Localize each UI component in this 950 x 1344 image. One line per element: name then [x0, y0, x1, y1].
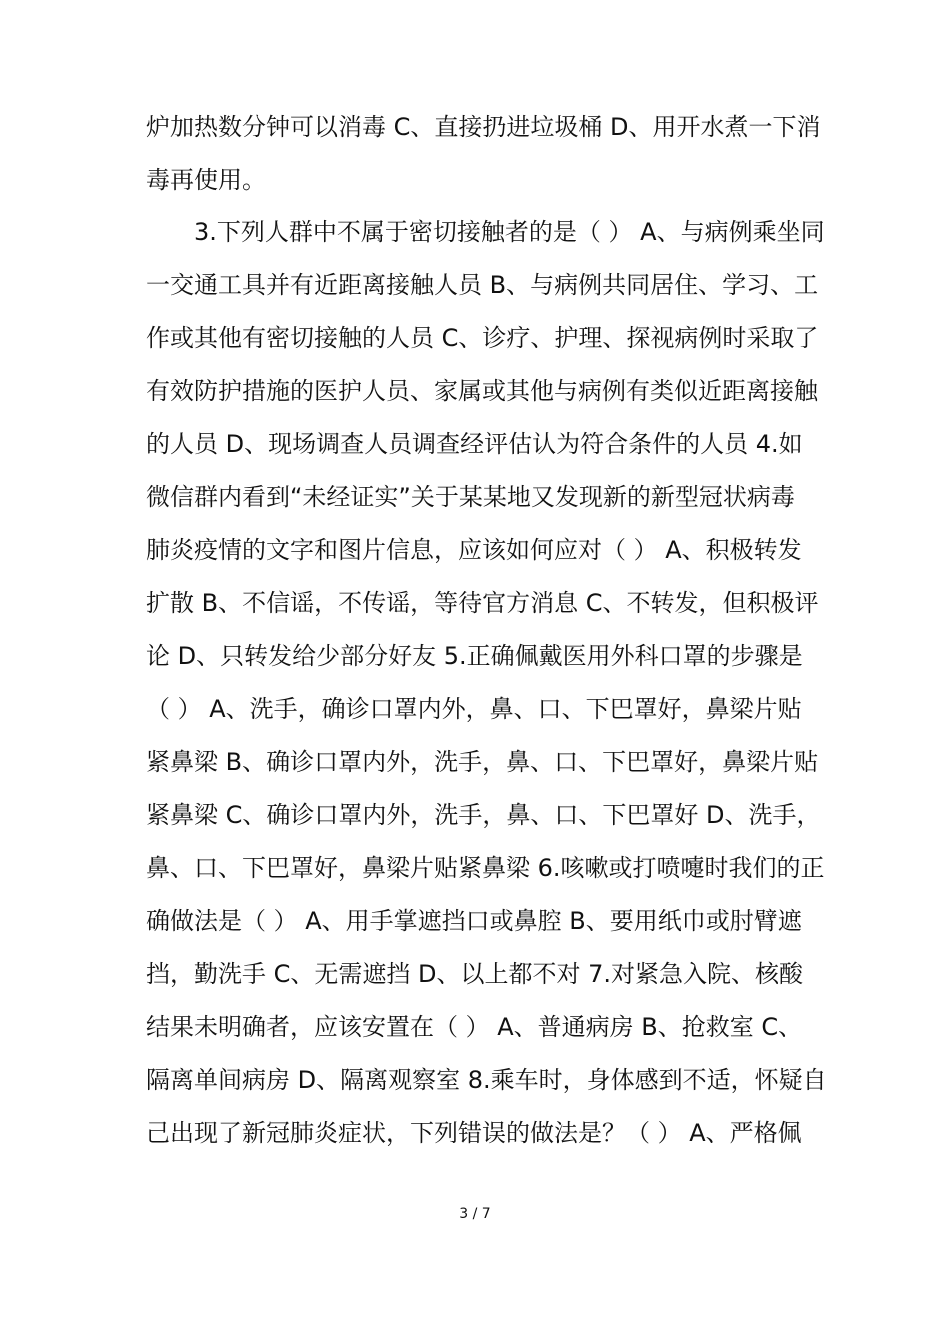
text-line-16: 确做法是（ ） A、用手掌遮挡口或鼻腔 B、要用纸巾或肘臂遮 [146, 907, 802, 935]
text-line-1: 炉加热数分钟可以消毒 C、直接扔进垃圾桶 D、用开水煮一下消 [146, 113, 821, 141]
text-line-18: 结果未明确者，应该安置在（ ） A、普通病房 B、抢救室 C、 [146, 1013, 803, 1041]
text-line-4: 一交通工具并有近距离接触人员 B、与病例共同居住、学习、工 [146, 271, 819, 299]
text-line-9: 肺炎疫情的文字和图片信息，应该如何应对（ ） A、积极转发 [146, 536, 802, 564]
text-line-12: （ ） A、洗手，确诊口罩内外，鼻、口、下巴罩好，鼻梁片贴 [146, 695, 802, 723]
text-line-3: 3.下列人群中不属于密切接触者的是（ ） A、与病例乘坐同 [194, 218, 825, 246]
text-line-8: 微信群内看到“未经证实”关于某某地又发现新的新型冠状病毒 [146, 483, 795, 511]
text-line-6: 有效防护措施的医护人员、家属或其他与病例有类似近距离接触 [146, 377, 818, 405]
text-line-17: 挡，勤洗手 C、无需遮挡 D、以上都不对 7.对紧急入院、核酸 [146, 960, 804, 988]
text-line-13: 紧鼻梁 B、确诊口罩内外，洗手，鼻、口、下巴罩好，鼻梁片贴 [146, 748, 819, 776]
text-line-10: 扩散 B、不信谣，不传谣，等待官方消息 C、不转发，但积极评 [146, 589, 819, 617]
text-line-14: 紧鼻梁 C、确诊口罩内外，洗手，鼻、口、下巴罩好 D、洗手， [146, 801, 821, 829]
text-line-5: 作或其他有密切接触的人员 C、诊疗、护理、探视病例时采取了 [146, 324, 819, 352]
page-number: 3 / 7 [459, 1206, 491, 1222]
text-line-20: 己出现了新冠肺炎症状，下列错误的做法是？（ ） A、严格佩 [146, 1119, 802, 1147]
text-line-2: 毒再使用。 [146, 166, 266, 194]
text-line-15: 鼻、口、下巴罩好，鼻梁片贴紧鼻梁 6.咳嗽或打喷嚏时我们的正 [146, 854, 825, 882]
text-line-7: 的人员 D、现场调查人员调查经评估认为符合条件的人员 4.如 [146, 430, 803, 458]
text-line-11: 论 D、只转发给少部分好友 5.正确佩戴医用外科口罩的步骤是 [146, 642, 803, 670]
text-line-19: 隔离单间病房 D、隔离观察室 8.乘车时，身体感到不适，怀疑自 [146, 1066, 827, 1094]
